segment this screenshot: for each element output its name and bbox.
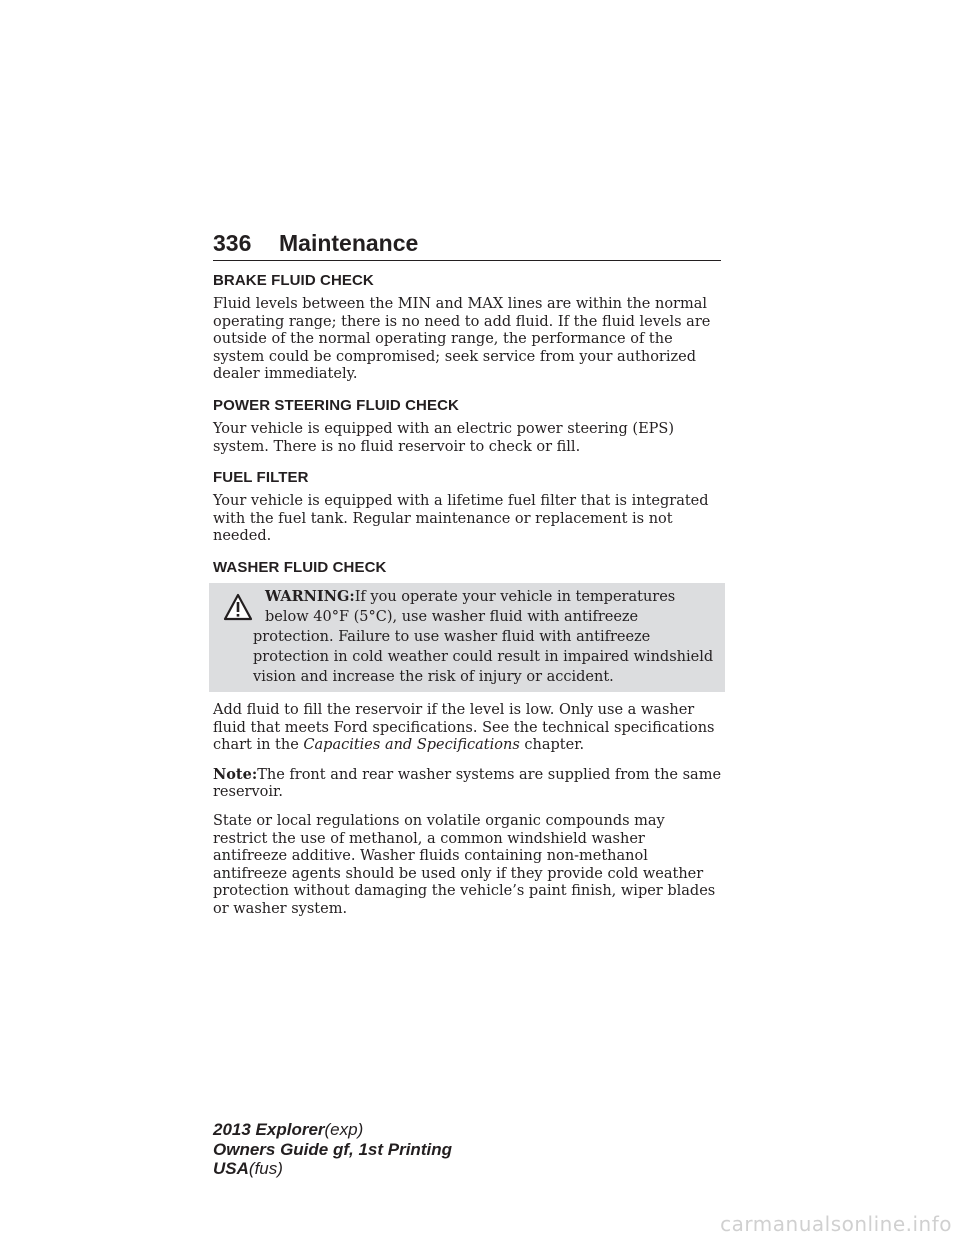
footer-model-code: (exp) [324,1120,364,1139]
washer-fill-text [213,702,723,755]
section-title: Maintenance [279,230,419,256]
watermark: carmanualsonline.info [720,1212,952,1236]
document-footer [213,1120,452,1179]
warning-box [209,583,725,692]
capacities-reference: Capacities and Specifications [303,737,520,754]
washer-fill-text-part1: Add fluid to fill the reservoir if the level is low. Only use a washer fluid that meets Ford specifications. See the technical specifications chart in the [213,701,715,754]
fuel-filter-text: Your vehicle is equipped with a lifetime fuel filter that is integrated with the fuel tank. Regular maintenance or replacement is not needed. [213,493,709,545]
footer-printing: Owners Guide gf, 1st Printing [213,1139,452,1159]
warning-label: WARNING: [265,587,355,605]
note-text: The front and rear washer systems are supplied from the same reservoir. [213,766,722,801]
note-paragraph [213,766,723,802]
footer-market: USA [213,1159,249,1178]
footer-line-1 [213,1120,452,1140]
warning-body: If you operate your vehicle in temperatures below 40°F (5°C), use washer fluid with antifreeze protection. Failure to use washer fluid with antifreeze protection in cold weather could result in impaired windshield vision and increase the risk of injury or accident. [253,588,714,685]
warning-text [213,587,719,687]
footer-market-code: (fus) [248,1159,283,1178]
washer-fluid-heading: WASHER FLUID CHECK [213,558,387,576]
note-label: Note: [213,765,258,783]
power-steering-heading: POWER STEERING FLUID CHECK [213,396,459,414]
footer-model: 2013 Explorer [213,1120,325,1139]
fuel-filter-heading: FUEL FILTER [213,469,309,487]
page-content [213,272,723,929]
regulations-text: State or local regulations on volatile organic compounds may restrict the use of methanol, a common windshield washer antifreeze additive. Washer fluids containing non-methanol antifreeze agents should be used only if they provide cold weather protection without damaging the vehicle’s paint finish, wiper blades or washer system. [213,812,716,917]
footer-line-2 [213,1140,452,1160]
power-steering-text: Your vehicle is equipped with an electric power steering (EPS) system. There is no fluid reservoir to check or fill. [213,420,675,455]
warning-triangle-icon [223,593,253,621]
footer-line-3 [213,1159,452,1179]
brake-fluid-text: Fluid levels between the MIN and MAX lines are within the normal operating range; there is no need to add fluid. If the fluid levels are outside of the normal operating range, the performance of the system could be compromised; seek service from your authorized dealer immediately. [213,296,711,383]
brake-fluid-heading: BRAKE FLUID CHECK [213,272,374,289]
page-header [213,228,721,261]
page-number: 336 [213,230,252,256]
washer-fill-text-part2: chapter. [524,737,585,754]
